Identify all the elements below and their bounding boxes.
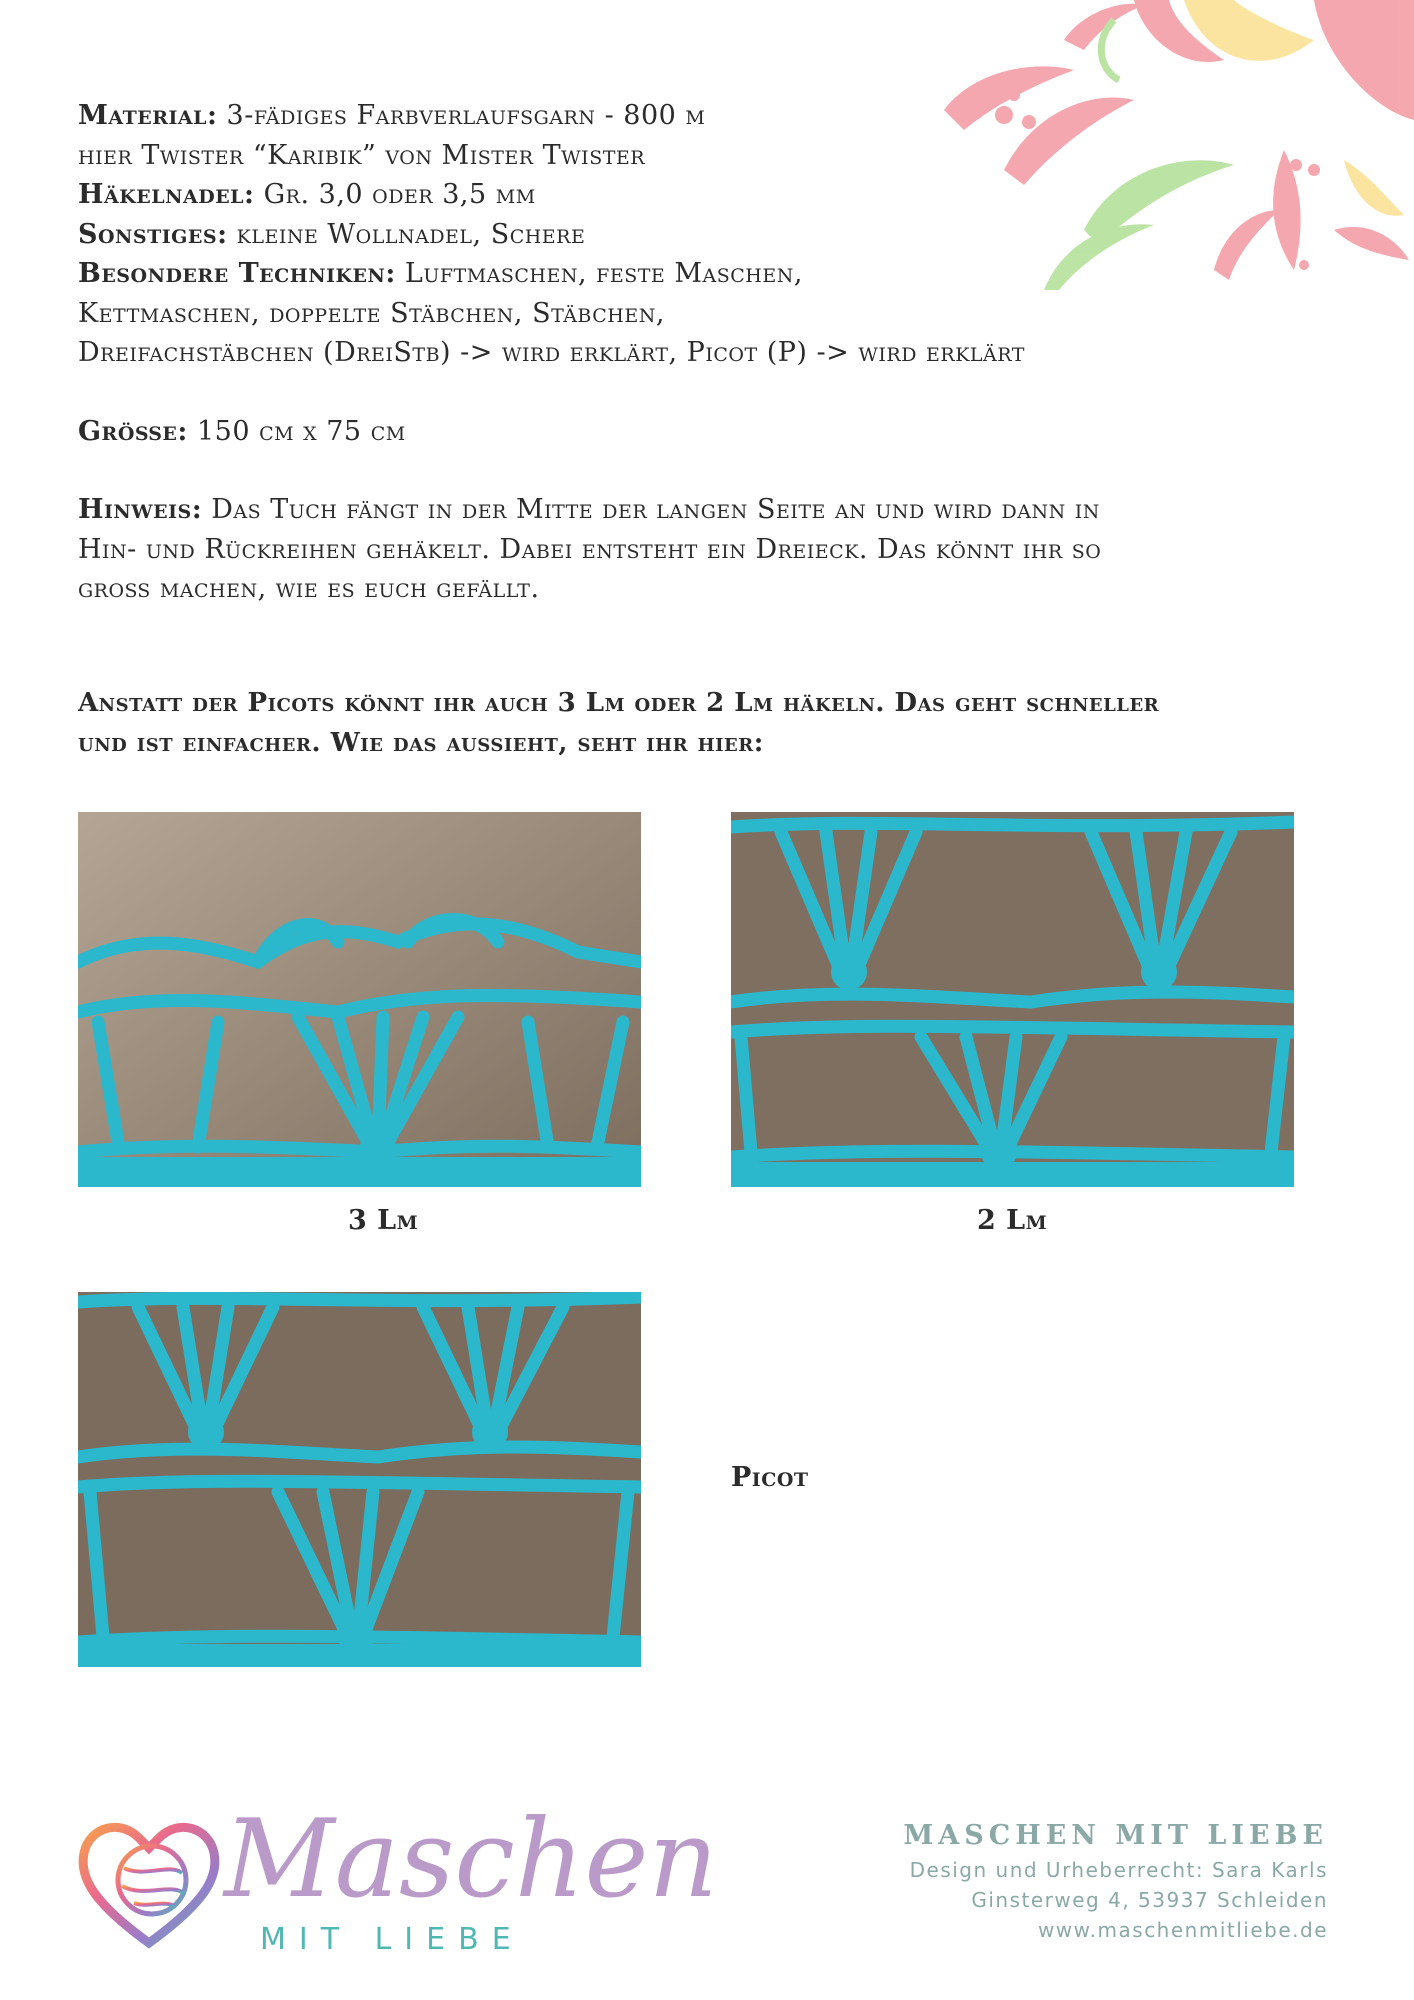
other-label: Sonstiges: [78, 218, 228, 250]
crochet-photo-picot [78, 1292, 641, 1667]
hook-line [78, 175, 1338, 215]
footer-address: Ginsterweg 4, 53937 Schleiden [971, 1888, 1328, 1912]
photo-2lm [731, 812, 1294, 1187]
logo-script: Maschen [224, 1797, 718, 1922]
material-line [78, 96, 1338, 136]
note-value: Das Tuch fängt in der Mitte der langen Seite an und wird dann in [202, 494, 1100, 525]
technique-value: Luftmaschen, feste Maschen, [395, 258, 803, 289]
photo-3lm [78, 812, 641, 1187]
footer-copyright: Design und Urheberrecht: Sara Karls [909, 1858, 1328, 1882]
yarn-heart-icon [74, 1808, 224, 1958]
footer-title: MASCHEN MIT LIEBE [903, 1820, 1328, 1851]
size-label: Größe: [78, 415, 188, 447]
crochet-photo-3lm [78, 812, 641, 1187]
size-line [78, 412, 1338, 452]
other-line [78, 215, 1338, 255]
technique-line [78, 254, 1338, 294]
note-line-2: Hin- und Rückreihen gehäkelt. Dabei entsteht ein Dreieck. Das könnt ihr so [78, 533, 1102, 565]
technique-line-2: Kettmaschen, doppelte Stäbchen, Stäbchen, [78, 297, 665, 329]
material-specs [78, 96, 1338, 609]
note-line-3: groß machen, wie es euch gefällt. [78, 573, 540, 604]
logo-subtitle: MIT LIEBE [260, 1922, 524, 1957]
material-value: 3-fädiges Farbverlaufsgarn - 800 m [217, 100, 706, 131]
brand-logo [74, 1797, 718, 1970]
caption-picot: Picot [731, 1462, 809, 1493]
material-label: Material: [78, 100, 218, 131]
hook-value: Gr. 3,0 oder 3,5 mm [254, 179, 536, 210]
photo-picot [78, 1292, 641, 1667]
technique-line-3: Dreifachstäbchen (DreiStb) -> wird erklärt, Picot (P) -> wird erklärt [78, 337, 1025, 368]
alternative-heading [78, 683, 1348, 763]
note-line [78, 490, 1338, 530]
footer-contact [903, 1820, 1328, 1945]
size-value: 150 cm x 75 cm [187, 415, 406, 447]
footer-website: www.maschenmitliebe.de [1037, 1918, 1328, 1942]
alternative-heading-line-2: und ist einfacher. Wie das aussieht, seht ihr hier: [78, 728, 764, 758]
other-value: kleine Wollnadel, Schere [227, 218, 586, 250]
caption-3lm: 3 Lm [348, 1205, 419, 1236]
caption-2lm: 2 Lm [977, 1205, 1048, 1236]
hook-label: Häkelnadel: [78, 179, 255, 210]
crochet-photo-2lm [731, 812, 1294, 1187]
alternative-heading-line-1: Anstatt der Picots könnt ihr auch 3 Lm oder 2 Lm häkeln. Das geht schneller [78, 688, 1160, 718]
note-label: Hinweis: [78, 494, 203, 525]
technique-label: Besondere Techniken: [78, 258, 396, 289]
material-line-2: hier Twister “Karibik” von Mister Twister [78, 139, 646, 171]
